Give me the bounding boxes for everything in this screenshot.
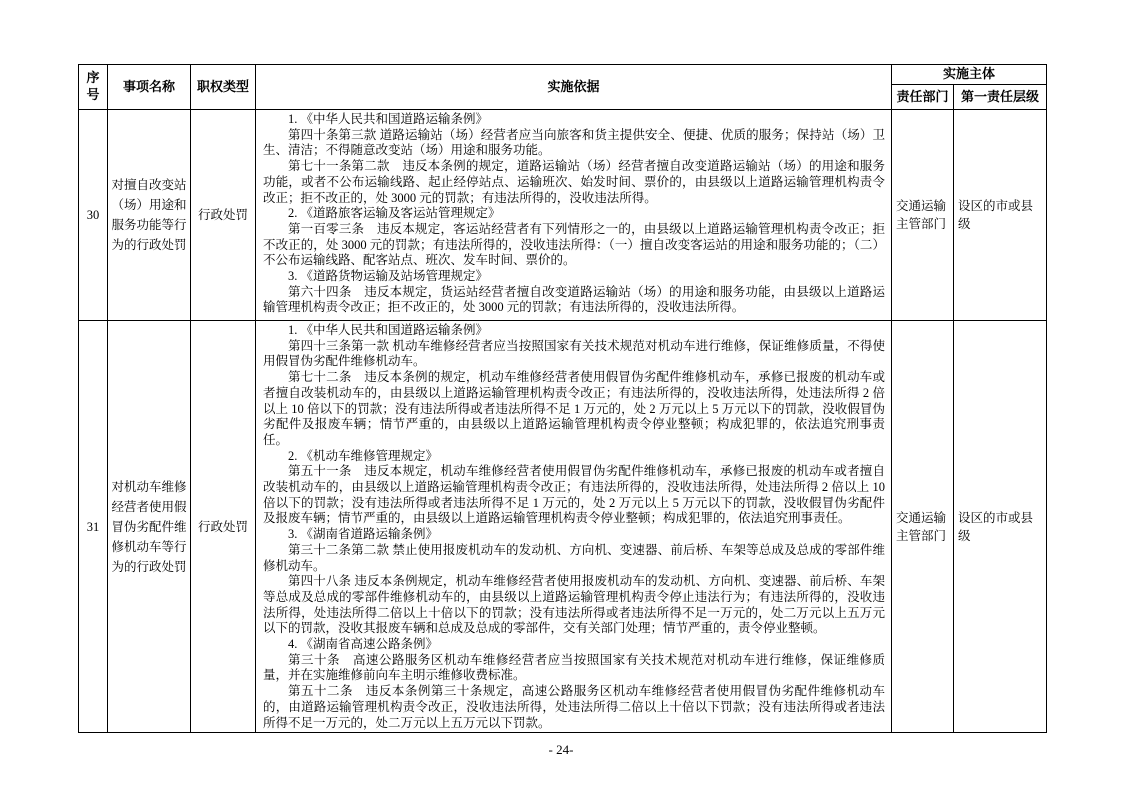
table-row (79, 321, 1047, 733)
basis-paragraph: 3. 《湖南省道路运输条例》 (288, 527, 439, 542)
row-item-name-cell: 对机动车维修经营者使用假冒伪劣配件维修机动车等行为的行政处罚 (108, 321, 191, 733)
row-basis-cell (256, 321, 892, 733)
basis-paragraph: 2. 《机动车维修管理规定》 (288, 448, 439, 463)
page-number: - 24- (548, 742, 574, 757)
header-level: 第一责任层级 (954, 85, 1047, 110)
penalty-items-table (78, 64, 1047, 733)
basis-paragraph: 第五十二条 违反本条例第三十条规定，高速公路服务区机动车维修经营者使用假冒伪劣配件维修机动车的，由道路运输管理机构责令改正，没收违法所得，处违法所得二倍以上十倍以下罚款；没有违法所得或者违法所得不足一万元的，处二万元以上五万元以下罚款。 (263, 684, 885, 730)
row-number-cell: 31 (79, 321, 108, 733)
table-body (79, 110, 1047, 733)
row-authority-type-cell: 行政处罚 (191, 321, 256, 733)
basis-paragraph: 第七十二条 违反本条例的规定，机动车维修经营者使用假冒伪劣配件维修机动车，承修已报废的机动车或者擅自改装机动车的，由县级以上道路运输管理机构责令改正；有违法所得的，没收违法所得，处违法所得 2 倍以上 10 倍以下的罚款；没有违法所得或者违法所得不足 1 万元的，处 2 万元以上 5 万元以下的罚款，没收假冒伪劣配件及报废车辆；情节严重的，由县级以上道路运输管理机构责令停业整顿；构成犯罪的，依法追究刑事责任。 (263, 370, 885, 447)
basis-paragraph: 第四十三条第一款 机动车维修经营者应当按照国家有关技术规范对机动车进行维修，保证维修质量，不得使用假冒伪劣配件维修机动车。 (263, 338, 885, 369)
basis-paragraph: 第四十八条 违反本条例规定，机动车维修经营者使用报废机动车的发动机、方向机、变速器、前后桥、车架等总成及总成的零部件维修机动车的，由县级以上道路运输管理机构责令停止违法行为；有违法所得的，没收违法所得，处违法所得二倍以上十倍以下的罚款；没有违法所得或者违法所得不足一万元的，处二万元以上五万元以下的罚款，没收其报废车辆和总成及总成的零部件，交有关部门处理；情节严重的，责令停业整顿。 (263, 574, 885, 636)
basis-paragraph: 4. 《湖南省高速公路条例》 (288, 637, 439, 652)
basis-paragraph: 第七十一条第二款 违反本条例的规定，道路运输站（场）经营者擅自改变道路运输站（场）的用途和服务功能，或者不公布运输线路、起止经停站点、运输班次、始发时间、票价的，由县级以上道路运输管理机构责令改正；拒不改正的，处 3000 元的罚款；有违法所得的，没收违法所得。 (263, 159, 885, 205)
basis-paragraph: 第四十条第三款 道路运输站（场）经营者应当向旅客和货主提供安全、便捷、优质的服务；保持站（场）卫生、清洁；不得随意改变站（场）用途和服务功能。 (263, 127, 885, 158)
basis-paragraph: 1. 《中华人民共和国道路运输条例》 (288, 323, 489, 337)
basis-paragraph: 第三十二条第二款 禁止使用报废机动车的发动机、方向机、变速器、前后桥、车架等总成及总成的零部件维修机动车。 (263, 542, 885, 573)
header-authority-type: 职权类型 (191, 65, 256, 110)
basis-paragraph: 第一百零三条 违反本规定，客运站经营者有下列情形之一的，由县级以上道路运输管理机构责令改正；拒不改正的，处 3000 元的罚款；有违法所得的，没收违法所得：（一）擅自改变客运站的用途和服务功能的；（二）不公布运输线路、配客站点、班次、发车时间、票价的。 (263, 221, 885, 268)
row-level-cell: 设区的市或县级 (954, 110, 1047, 321)
basis-paragraph: 第五十一条 违反本规定，机动车维修经营者使用假冒伪劣配件维修机动车，承修已报废的机动车或者擅自改装机动车的，由县级以上道路运输管理机构责令改正；有违法所得的，没收违法所得，处违法所得 2 倍以上 10 倍以下的罚款；没有违法所得或者违法所得不足 1 万元的，处 2 万元以上 5 万元以下的罚款，没收假冒伪劣配件及报废车辆；情节严重的，由县级以上道路运输管理机构责令停业整顿；构成犯罪的，依法追究刑事责任。 (263, 464, 885, 526)
row-item-name-cell: 对擅自改变站（场）用途和服务功能等行为的行政处罚 (108, 110, 191, 321)
row-level-cell: 设区的市或县级 (954, 321, 1047, 733)
row-number-cell: 30 (79, 110, 108, 321)
row-department-cell: 交通运输主管部门 (892, 321, 954, 733)
basis-paragraph: 第三十条 高速公路服务区机动车维修经营者应当按照国家有关技术规范对机动车进行维修，保证维修质量，并在实施维修前向车主明示维修收费标准。 (263, 652, 885, 683)
table-row (79, 110, 1047, 321)
header-item-name: 事项名称 (108, 65, 191, 110)
basis-paragraph: 3. 《道路货物运输及站场管理规定》 (288, 269, 489, 284)
row-basis-cell (256, 110, 892, 321)
header-subject: 实施主体 (892, 65, 1047, 85)
header-number: 序号 (79, 65, 108, 110)
basis-paragraph: 1. 《中华人民共和国道路运输条例》 (288, 112, 489, 126)
basis-paragraph: 第六十四条 违反本规定，货运站经营者擅自改变道路运输站（场）的用途和服务功能，由县级以上道路运输管理机构责令改正；拒不改正的，处 3000 元的罚款；有违法所得的，没收违法所得。 (263, 284, 885, 315)
table-header (79, 65, 1047, 110)
basis-paragraph: 2. 《道路旅客运输及客运站管理规定》 (288, 206, 501, 221)
row-authority-type-cell: 行政处罚 (191, 110, 256, 321)
row-department-cell: 交通运输主管部门 (892, 110, 954, 321)
header-basis: 实施依据 (256, 65, 892, 110)
header-department: 责任部门 (892, 85, 954, 110)
